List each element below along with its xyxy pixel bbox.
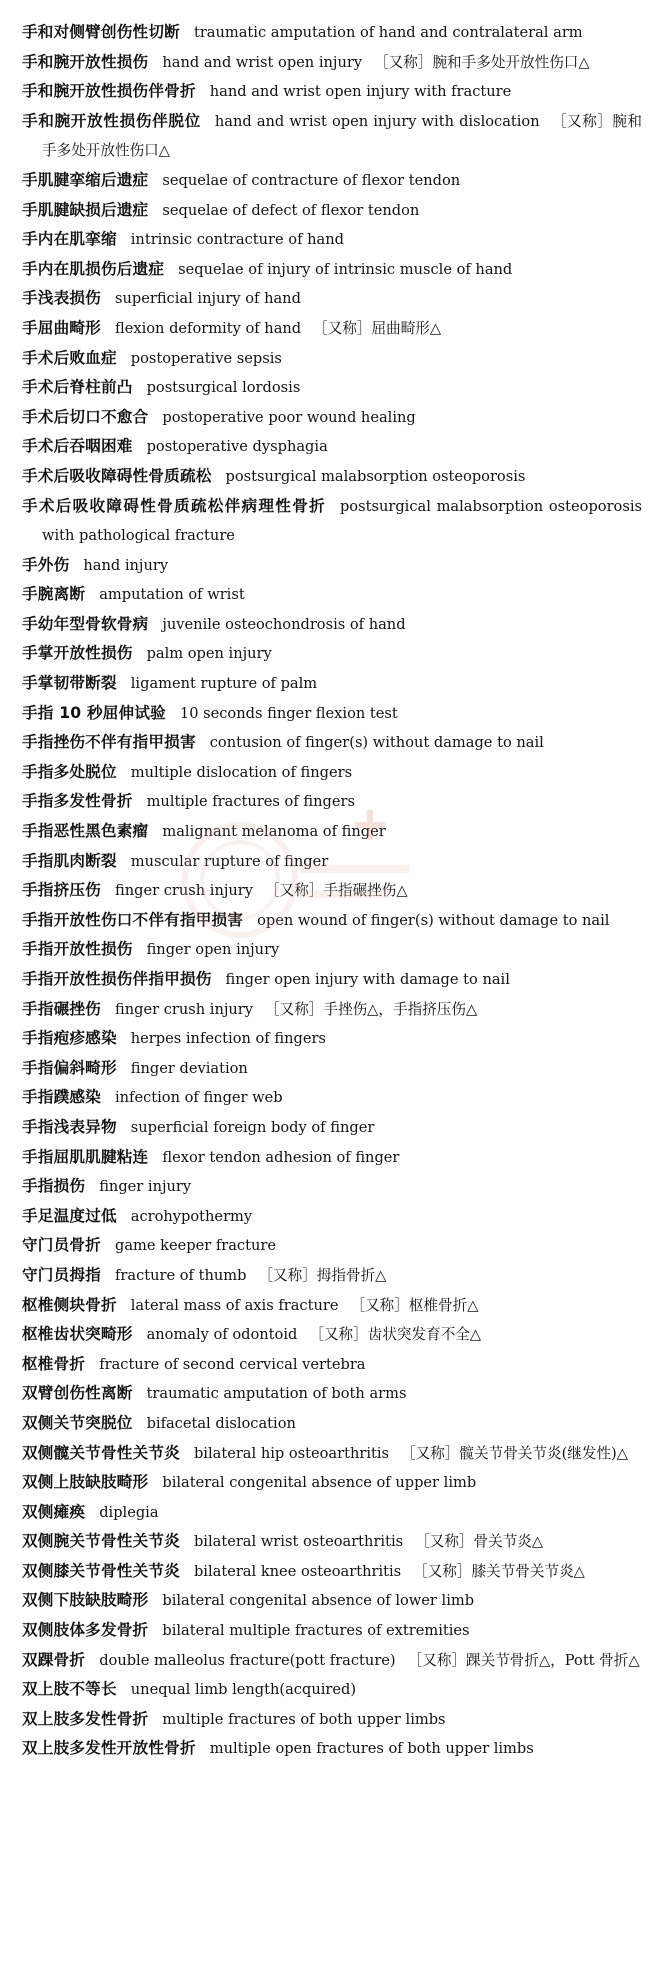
entry-english: infection of finger web [114,1089,283,1107]
dictionary-entry [22,1024,642,1054]
dictionary-entry [22,995,642,1025]
entry-english: sequelae of defect of flexor tendon [162,201,420,219]
entry-english: malignant melanoma of finger [162,823,386,841]
entry-english: hand and wrist open injury with dislocation [214,112,540,130]
dictionary-entry [22,1616,642,1646]
entry-english: postsurgical malabsorption osteoporosis [225,467,526,485]
entry-alias: ［又称］骨关节炎△ [415,1533,544,1551]
dictionary-entry [22,1113,642,1143]
entry-english: fracture of second cervical vertebra [99,1355,366,1373]
entry-english: bilateral congenital absence of lower limb [162,1592,475,1610]
entry-english: 10 seconds finger flexion test [179,704,398,722]
entry-english: hand and wrist open injury with fracture [209,83,512,101]
dictionary-entry [22,906,642,936]
entry-term: 双上肢多发性骨折 [22,1709,149,1728]
dictionary-entry [22,1646,642,1676]
entry-term: 手指多处脱位 [22,762,117,781]
entry-term: 双侧腕关节骨性关节炎 [22,1532,180,1551]
dictionary-entry [22,1350,642,1380]
dictionary-entry [22,1172,642,1202]
entry-term: 手指疱疹感染 [22,1029,117,1048]
entry-term: 双侧上肢缺肢畸形 [22,1473,149,1492]
dictionary-entry [22,1586,642,1616]
entry-term: 双侧髋关节骨性关节炎 [22,1443,180,1462]
entry-term: 双臂创伤性离断 [22,1384,133,1403]
dictionary-entry [22,284,642,314]
entry-english: hand injury [83,556,169,574]
entry-alias: ［又称］齿状突发育不全△ [309,1326,482,1344]
entry-term: 双踝骨折 [22,1650,86,1669]
dictionary-entry [22,580,642,610]
entry-term: 手肌腱挛缩后遗症 [22,170,149,189]
dictionary-entry [22,196,642,226]
dictionary-entry [22,1734,642,1764]
dictionary-entry [22,610,642,640]
entry-alias: ［又称］屈曲畸形△ [313,319,442,337]
entry-alias: ［又称］髋关节骨关节炎(继发性)△ [401,1444,628,1462]
dictionary-entry [22,1379,642,1409]
entry-term: 手指屈肌肌腱粘连 [22,1147,149,1166]
entry-term: 手术后吸收障碍性骨质疏松 [22,466,212,485]
dictionary-entry [22,373,642,403]
dictionary-entry [22,1202,642,1232]
entry-english: multiple open fractures of both upper limbs [209,1740,534,1758]
entry-term: 枢椎骨折 [22,1354,86,1373]
entry-list [22,18,642,1764]
dictionary-entry [22,403,642,433]
entry-english: traumatic amputation of hand and contralateral arm [193,24,583,41]
entry-term: 双侧膝关节骨性关节炎 [22,1561,180,1580]
entry-alias: ［又称］手指碾挫伤△ [265,882,408,900]
entry-english: intrinsic contracture of hand [130,231,344,249]
entry-english: bilateral knee osteoarthritis [193,1562,402,1580]
entry-term: 手指恶性黑色素瘤 [22,822,149,841]
entry-english: flexion deformity of hand [114,319,302,337]
entry-term: 手指肌肉断裂 [22,851,117,870]
entry-term: 手指蹼感染 [22,1088,101,1107]
entry-english: lateral mass of axis fracture [130,1296,339,1314]
entry-term: 手指浅表异物 [22,1117,117,1136]
entry-term: 手指损伤 [22,1177,86,1196]
entry-english: acrohypothermy [130,1207,253,1225]
entry-english: postoperative dysphagia [146,438,328,456]
dictionary-entry [22,728,642,758]
entry-english: bilateral hip osteoarthritis [193,1444,390,1462]
entry-english: game keeper fracture [114,1237,276,1255]
dictionary-entry [22,787,642,817]
entry-term: 手浅表损伤 [22,289,101,308]
entry-english: postsurgical malabsorption osteoporosis with pathological fracture [42,497,642,545]
entry-english: multiple fractures of fingers [146,793,355,811]
entry-english: palm open injury [146,645,272,663]
entry-term: 手和对侧臂创伤性切断 [22,23,180,41]
entry-alias: ［又称］拇指骨折△ [258,1266,387,1284]
entry-english: hand and wrist open injury [162,53,363,71]
entry-alias: ［又称］膝关节骨关节炎△ [413,1562,585,1580]
dictionary-entry [22,107,642,166]
dictionary-entry [22,935,642,965]
dictionary-entry [22,965,642,995]
entry-english: fracture of thumb [114,1266,247,1284]
entry-english: multiple dislocation of fingers [130,763,353,781]
entry-english: postoperative poor wound healing [162,408,416,426]
entry-english: ligament rupture of palm [130,675,318,693]
entry-term: 双上肢不等长 [22,1680,117,1699]
entry-term: 手和腕开放性损伤伴脱位 [22,111,201,130]
dictionary-entry [22,166,642,196]
entry-english: anomaly of odontoid [146,1326,298,1344]
entry-term: 双侧下肢缺肢畸形 [22,1591,149,1610]
entry-term: 手指偏斜畸形 [22,1058,117,1077]
entry-term: 手肌腱缺损后遗症 [22,200,149,219]
entry-english: finger injury [99,1178,192,1196]
entry-english: postoperative sepsis [130,349,282,367]
dictionary-entry [22,1705,642,1735]
dictionary-entry [22,1143,642,1173]
entry-english: herpes infection of fingers [130,1030,326,1048]
entry-term: 手腕离断 [22,585,86,604]
dictionary-entry [22,1439,642,1469]
dictionary-entry [22,18,642,48]
dictionary-entry [22,432,642,462]
entry-english: sequelae of injury of intrinsic muscle of hand [178,260,513,278]
entry-term: 手屈曲畸形 [22,318,101,337]
dictionary-entry [22,1291,642,1321]
entry-term: 双侧肢体多发骨折 [22,1621,149,1640]
dictionary-entry [22,462,642,492]
entry-term: 手术后吸收障碍性骨质疏松伴病理性骨折 [22,496,326,515]
dictionary-entry [22,1261,642,1291]
entry-english: open wound of finger(s) without damage to nail [257,911,610,929]
dictionary-entry [22,1557,642,1587]
entry-alias: ［又称］腕和手多处开放性伤口△ [42,112,642,160]
entry-term: 手术后切口不愈合 [22,407,149,426]
entry-term: 手术后吞咽困难 [22,437,133,456]
entry-english: multiple fractures of both upper limbs [162,1710,446,1728]
entry-english: traumatic amputation of both arms [146,1385,407,1403]
entry-term: 手和腕开放性损伤伴骨折 [22,82,196,101]
entry-term: 手术后脊柱前凸 [22,378,133,397]
entry-term: 手内在肌损伤后遗症 [22,259,165,278]
dictionary-entry [22,1320,642,1350]
entry-term: 手指开放性伤口不伴有指甲损害 [22,910,244,929]
entry-term: 手指开放性损伤伴指甲损伤 [22,970,212,988]
dictionary-entry [22,1083,642,1113]
entry-english: postsurgical lordosis [146,379,301,397]
entry-term: 手指挫伤不伴有指甲损害 [22,733,196,752]
entry-alias: ［又称］枢椎骨折△ [350,1296,479,1314]
entry-english: diplegia [99,1503,159,1521]
dictionary-entry [22,225,642,255]
entry-term: 手和腕开放性损伤 [22,52,149,71]
entry-english: bilateral multiple fractures of extremities [162,1622,470,1640]
dictionary-entry [22,1498,642,1528]
entry-term: 枢椎侧块骨折 [22,1295,117,1314]
entry-english: contusion of finger(s) without damage to nail [209,734,544,752]
entry-alias: ［又称］腕和手多处开放性伤口△ [374,53,590,71]
entry-english: juvenile osteochondrosis of hand [162,615,406,633]
dictionary-entry [22,669,642,699]
entry-term: 枢椎齿状突畸形 [22,1325,133,1344]
dictionary-entry [22,344,642,374]
entry-term: 手内在肌挛缩 [22,230,117,249]
dictionary-entry [22,847,642,877]
entry-alias: ［又称］踝关节骨折△，Pott 骨折△ [407,1651,640,1669]
entry-english: bilateral congenital absence of upper limb [162,1474,477,1492]
entry-english: finger deviation [130,1059,248,1077]
entry-term: 手指多发性骨折 [22,792,133,811]
entry-term: 双侧瘫痪 [22,1502,86,1521]
entry-english: finger open injury with damage to nail [225,971,510,988]
entry-term: 手掌开放性损伤 [22,644,133,663]
entry-term: 守门员骨折 [22,1236,101,1255]
entry-term: 手术后败血症 [22,348,117,367]
dictionary-entry [22,817,642,847]
entry-english: unequal limb length(acquired) [130,1681,357,1699]
dictionary-entry [22,551,642,581]
entry-english: superficial foreign body of finger [130,1118,375,1136]
entry-term: 手掌韧带断裂 [22,674,117,693]
dictionary-entry [22,1468,642,1498]
dictionary-entry [22,48,642,78]
entry-english: finger open injury [146,941,280,959]
entry-english: amputation of wrist [99,586,245,604]
dictionary-entry [22,255,642,285]
entry-english: finger crush injury [114,882,253,900]
entry-english: flexor tendon adhesion of finger [162,1148,400,1166]
entry-term: 手指 10 秒屈伸试验 [22,703,166,722]
entry-term: 手指挤压伤 [22,881,101,900]
entry-english: finger crush injury [114,1000,253,1018]
entry-term: 守门员拇指 [22,1265,101,1284]
dictionary-entry [22,1527,642,1557]
entry-english: superficial injury of hand [114,290,301,308]
dictionary-entry [22,77,642,107]
entry-term: 双上肢多发性开放性骨折 [22,1739,196,1758]
entry-english: sequelae of contracture of flexor tendon [162,171,461,189]
dictionary-entry [22,1231,642,1261]
entry-alias: ［又称］手挫伤△，手指挤压伤△ [265,1000,478,1018]
dictionary-entry [22,876,642,906]
entry-term: 手足温度过低 [22,1206,117,1225]
dictionary-entry [22,1054,642,1084]
entry-term: 手幼年型骨软骨病 [22,614,149,633]
dictionary-entry [22,1409,642,1439]
dictionary-entry [22,699,642,729]
entry-english: bilateral wrist osteoarthritis [193,1533,404,1551]
dictionary-entry [22,758,642,788]
entry-term: 双侧关节突脱位 [22,1413,133,1432]
entry-term: 手指碾挫伤 [22,999,101,1018]
entry-english: muscular rupture of finger [130,852,329,870]
dictionary-entry [22,1675,642,1705]
entry-term: 手指开放性损伤 [22,940,133,959]
entry-term: 手外伤 [22,555,70,574]
entry-english: bifacetal dislocation [146,1414,296,1432]
entry-english: double malleolus fracture(pott fracture) [99,1651,396,1669]
dictionary-entry [22,639,642,669]
dictionary-entry [22,492,642,551]
dictionary-entry [22,314,642,344]
